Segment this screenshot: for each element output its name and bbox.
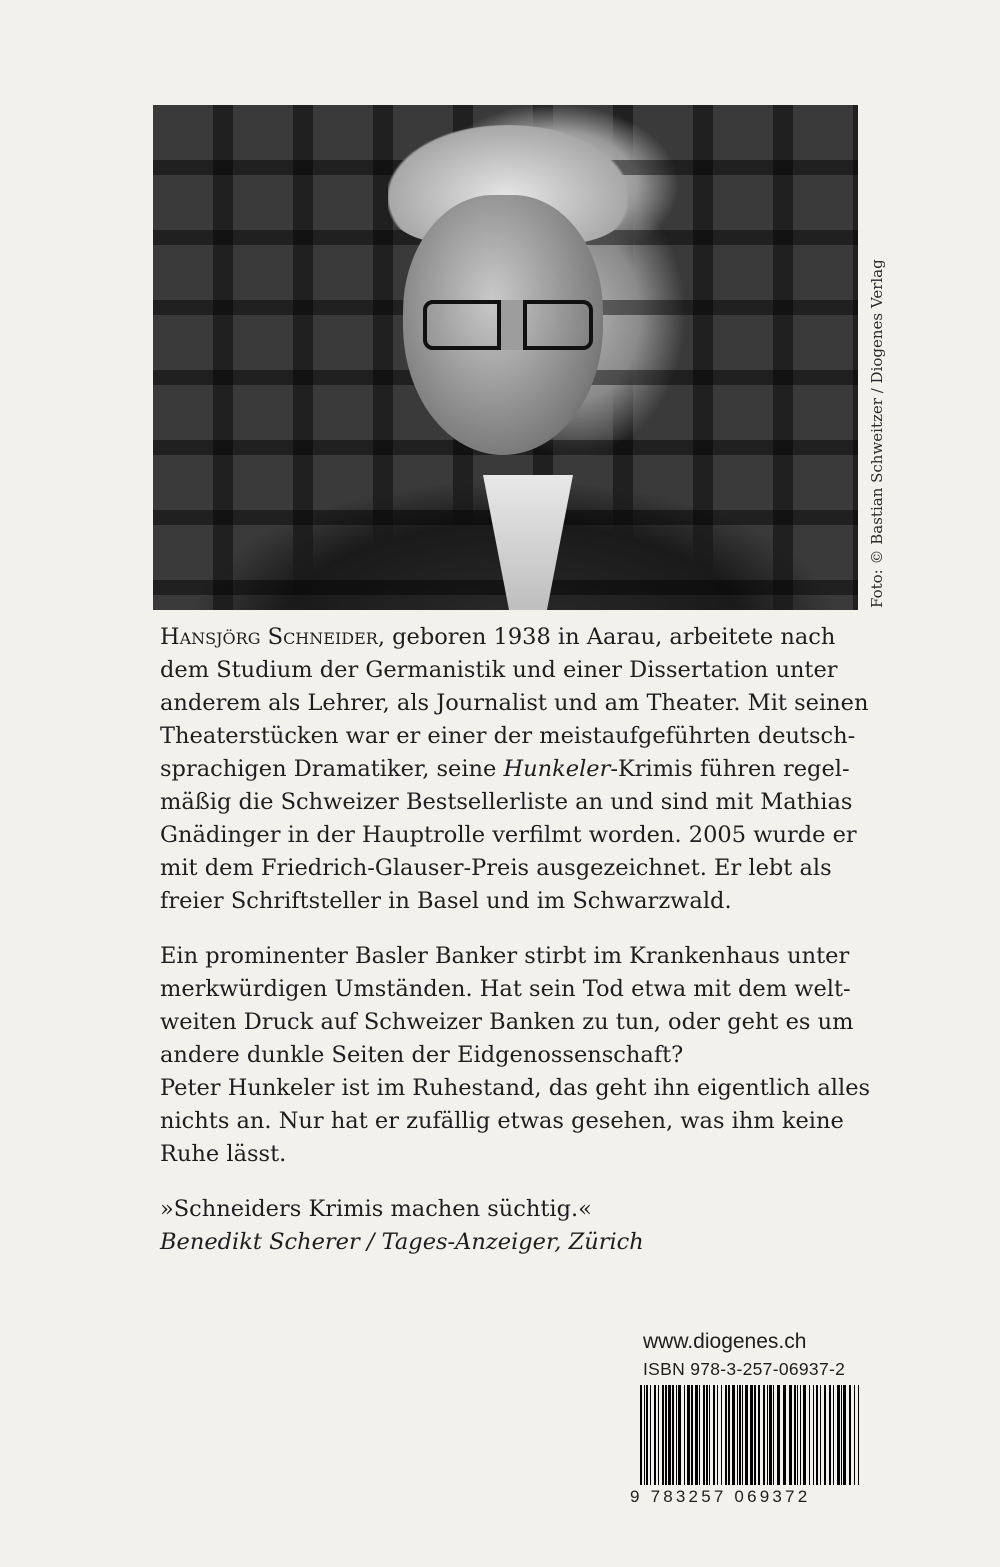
barcode-bar bbox=[745, 1385, 748, 1485]
barcode-bar bbox=[732, 1385, 735, 1485]
barcode-bar bbox=[769, 1385, 772, 1485]
quote-text: »Schneiders Krimis machen süchtig.« bbox=[160, 1196, 592, 1222]
barcode-bar bbox=[713, 1385, 715, 1485]
author-bio: Hansjörg Schneider, geboren 1938 in Aarau, arbeitete nach dem Studium der Germanistik und einer Dissertation unter anderem als Lehrer, als Journalist und am Theater. Mit seinen Theaterstücken war er einer der meistaufgeführten deutsch- sprachigen Dramatiker, seine Hunkeler-Krimis führen regel- mäßig die Schweizer Bestsellerliste an und sind mit Mathias Gnädinger in der Hauptrolle verfilmt worden. 2005 wurde er mit dem Friedrich-Glauser-Preis ausgezeichnet. Er lebt als freier Schriftsteller in Basel und im Schwarzwald. bbox=[160, 624, 869, 914]
barcode-bar bbox=[800, 1385, 801, 1485]
barcode-bar bbox=[824, 1385, 826, 1485]
glasses bbox=[423, 300, 593, 350]
barcode-bar bbox=[837, 1385, 840, 1485]
barcode-bar bbox=[709, 1385, 710, 1485]
barcode-bar bbox=[676, 1385, 677, 1485]
barcode-bar bbox=[783, 1385, 786, 1485]
barcode-bar bbox=[717, 1385, 718, 1485]
barcode-bar bbox=[665, 1385, 667, 1485]
barcode-bar bbox=[640, 1385, 642, 1485]
barcode-bar bbox=[829, 1385, 831, 1485]
barcode-bar bbox=[662, 1385, 664, 1485]
author-photo bbox=[153, 105, 858, 610]
barcode-bar bbox=[644, 1385, 645, 1485]
barcode-bar bbox=[650, 1385, 651, 1485]
barcode-bar bbox=[706, 1385, 708, 1485]
barcode-bar bbox=[678, 1385, 681, 1485]
barcode-bar bbox=[721, 1385, 722, 1485]
barcode-bar bbox=[703, 1385, 705, 1485]
barcode bbox=[640, 1385, 865, 1485]
barcode-bar bbox=[794, 1385, 796, 1485]
barcode-bar bbox=[695, 1385, 698, 1485]
barcode-bar bbox=[654, 1385, 656, 1485]
barcode-bar bbox=[820, 1385, 821, 1485]
blurb: Ein prominenter Basler Banker stirbt im Krankenhaus unter merkwürdigen Umständen. Hat sein Tod etwa mit dem welt- weiten Druck auf Schweizer Banken zu tun, oder geht es um andere dunkle Seiten der Eidgenossenschaft? Peter Hunkeler ist im Ruhestand, das geht ihn eigentlich alles nichts an. Nur hat er zufällig etwas gesehen, was ihm keine Ruhe lässt. bbox=[160, 943, 871, 1167]
barcode-bar bbox=[699, 1385, 700, 1485]
barcode-bar bbox=[739, 1385, 741, 1485]
barcode-bar bbox=[737, 1385, 738, 1485]
series-name: Hunkeler bbox=[503, 756, 611, 782]
back-cover-text bbox=[160, 621, 880, 1281]
barcode-digits: 9 783257 069372 bbox=[630, 1487, 811, 1506]
barcode-bar bbox=[767, 1385, 768, 1485]
barcode-bar bbox=[691, 1385, 693, 1485]
barcode-bar bbox=[809, 1385, 810, 1485]
barcode-bar bbox=[841, 1385, 842, 1485]
barcode-bar bbox=[728, 1385, 730, 1485]
barcode-bar bbox=[854, 1385, 855, 1485]
photo-credit: Foto: © Bastian Schweitzer / Diogenes Verlag bbox=[868, 259, 886, 608]
barcode-bar bbox=[797, 1385, 798, 1485]
quote-source: Benedikt Scherer / Tages-Anzeiger, Zürich bbox=[160, 1229, 644, 1255]
barcode-bar bbox=[849, 1385, 851, 1485]
barcode-bar bbox=[750, 1385, 753, 1485]
barcode-bar bbox=[803, 1385, 806, 1485]
barcode-bar bbox=[658, 1385, 659, 1485]
barcode-bar bbox=[773, 1385, 774, 1485]
barcode-bar bbox=[789, 1385, 792, 1485]
barcode-bar bbox=[858, 1385, 859, 1485]
barcode-bar bbox=[833, 1385, 834, 1485]
barcode-bar bbox=[672, 1385, 674, 1485]
barcode-bar bbox=[758, 1385, 760, 1485]
barcode-bar bbox=[763, 1385, 765, 1485]
barcode-bar bbox=[754, 1385, 756, 1485]
barcode-bar bbox=[668, 1385, 671, 1485]
barcode-bar bbox=[725, 1385, 727, 1485]
review-quote bbox=[160, 1193, 880, 1259]
isbn: ISBN 978-3-257-06937-2 bbox=[643, 1359, 846, 1379]
author-name: Hansjörg Schneider bbox=[160, 624, 378, 650]
barcode-bar bbox=[777, 1385, 780, 1485]
barcode-bar bbox=[687, 1385, 690, 1485]
publisher-website: www.diogenes.ch bbox=[643, 1330, 807, 1353]
barcode-bar bbox=[646, 1385, 648, 1485]
barcode-bar bbox=[816, 1385, 818, 1485]
barcode-bar bbox=[742, 1385, 743, 1485]
barcode-bar bbox=[684, 1385, 685, 1485]
barcode-bar bbox=[843, 1385, 846, 1485]
barcode-bar bbox=[813, 1385, 814, 1485]
